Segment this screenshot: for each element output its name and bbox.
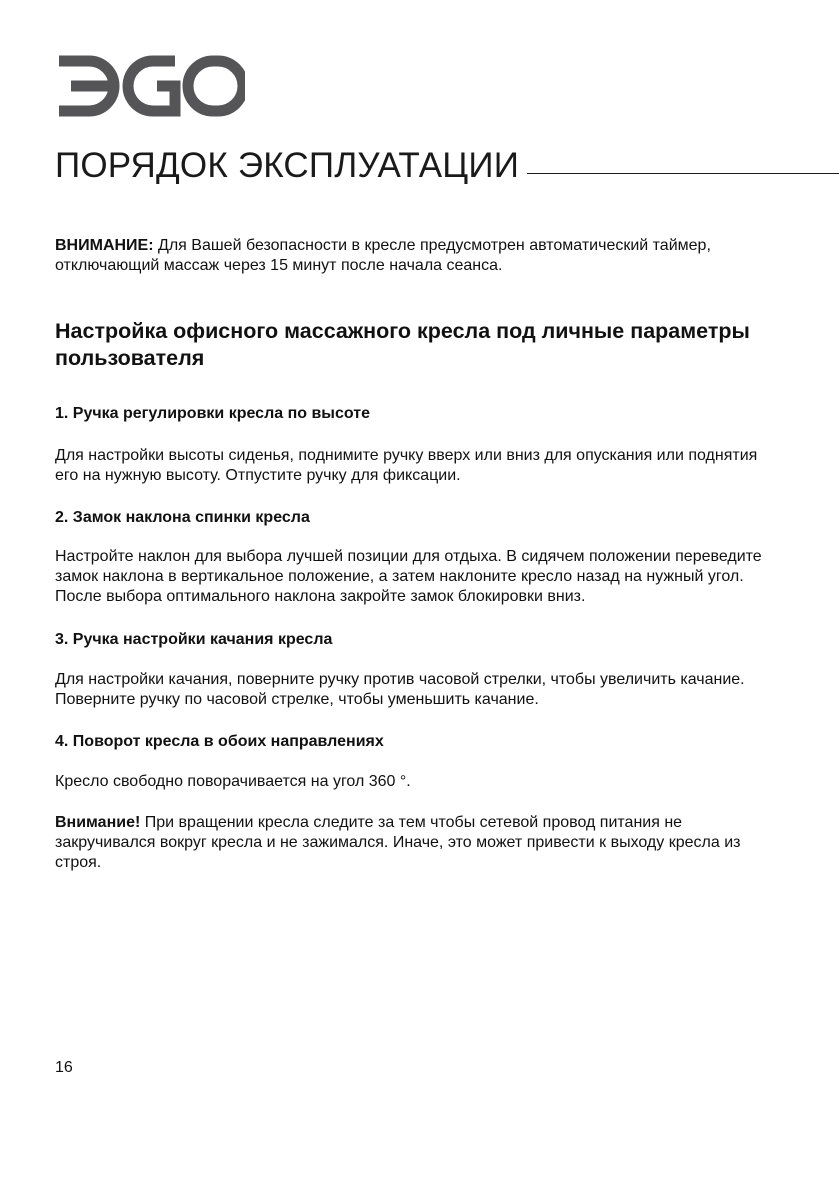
safety-notice: [55, 236, 785, 276]
section-1-heading: 1. Ручка регулировки кресла по высоте: [55, 405, 370, 422]
section-3-heading: 3. Ручка настройки качания кресла: [55, 631, 333, 648]
section-3-text: Для настройки качания, поверните ручку против часовой стрелки, чтобы увеличить качание. Поверните ручку по часовой стрелке, чтобы уменьшить качание.: [55, 671, 745, 708]
logo-letter-g: [128, 61, 175, 111]
safety-notice-text: Для Вашей безопасности в кресле предусмотрен автоматический таймер, отключающий массаж через 15 минут после начала сеанса.: [55, 237, 711, 274]
rotation-warning-label: Внимание!: [55, 814, 141, 831]
ego-logo: [55, 55, 245, 117]
section-1-text: Для настройки высоты сиденья, поднимите ручку вверх или вниз для опускания или поднятия его на нужную высоту. Отпустите ручку для фиксации.: [55, 447, 758, 484]
section-4-text: Кресло свободно поворачивается на угол 360 °.: [55, 773, 411, 790]
safety-notice-label: ВНИМАНИЕ:: [55, 237, 154, 254]
page-header: [55, 143, 839, 189]
section-4-heading: 4. Поворот кресла в обоих направлениях: [55, 733, 384, 750]
page-number: 16: [55, 1059, 73, 1076]
section-2-heading: 2. Замок наклона спинки кресла: [55, 509, 310, 526]
main-heading: Настройка офисного массажного кресла под личные параметры пользователя: [55, 319, 750, 370]
page-title: ПОРЯДОК ЭКСПЛУАТАЦИИ: [55, 146, 520, 185]
logo-letter-o: [188, 61, 243, 111]
rotation-warning: [55, 813, 785, 873]
document-body: [55, 236, 785, 873]
rotation-warning-text: При вращении кресла следите за тем чтобы сетевой провод питания не закручивался вокруг кресла и не зажимался. Иначе, это может привести к выходу кресла из строя.: [55, 814, 741, 871]
title-rule: [527, 173, 839, 174]
section-2-text: Настройте наклон для выбора лучшей позиции для отдыха. В сидячем положении переведите замок наклона в вертикальное положение, а затем наклоните кресло назад на нужный угол. После выбора оптимального наклона закройте замок блокировки вниз.: [55, 548, 762, 605]
